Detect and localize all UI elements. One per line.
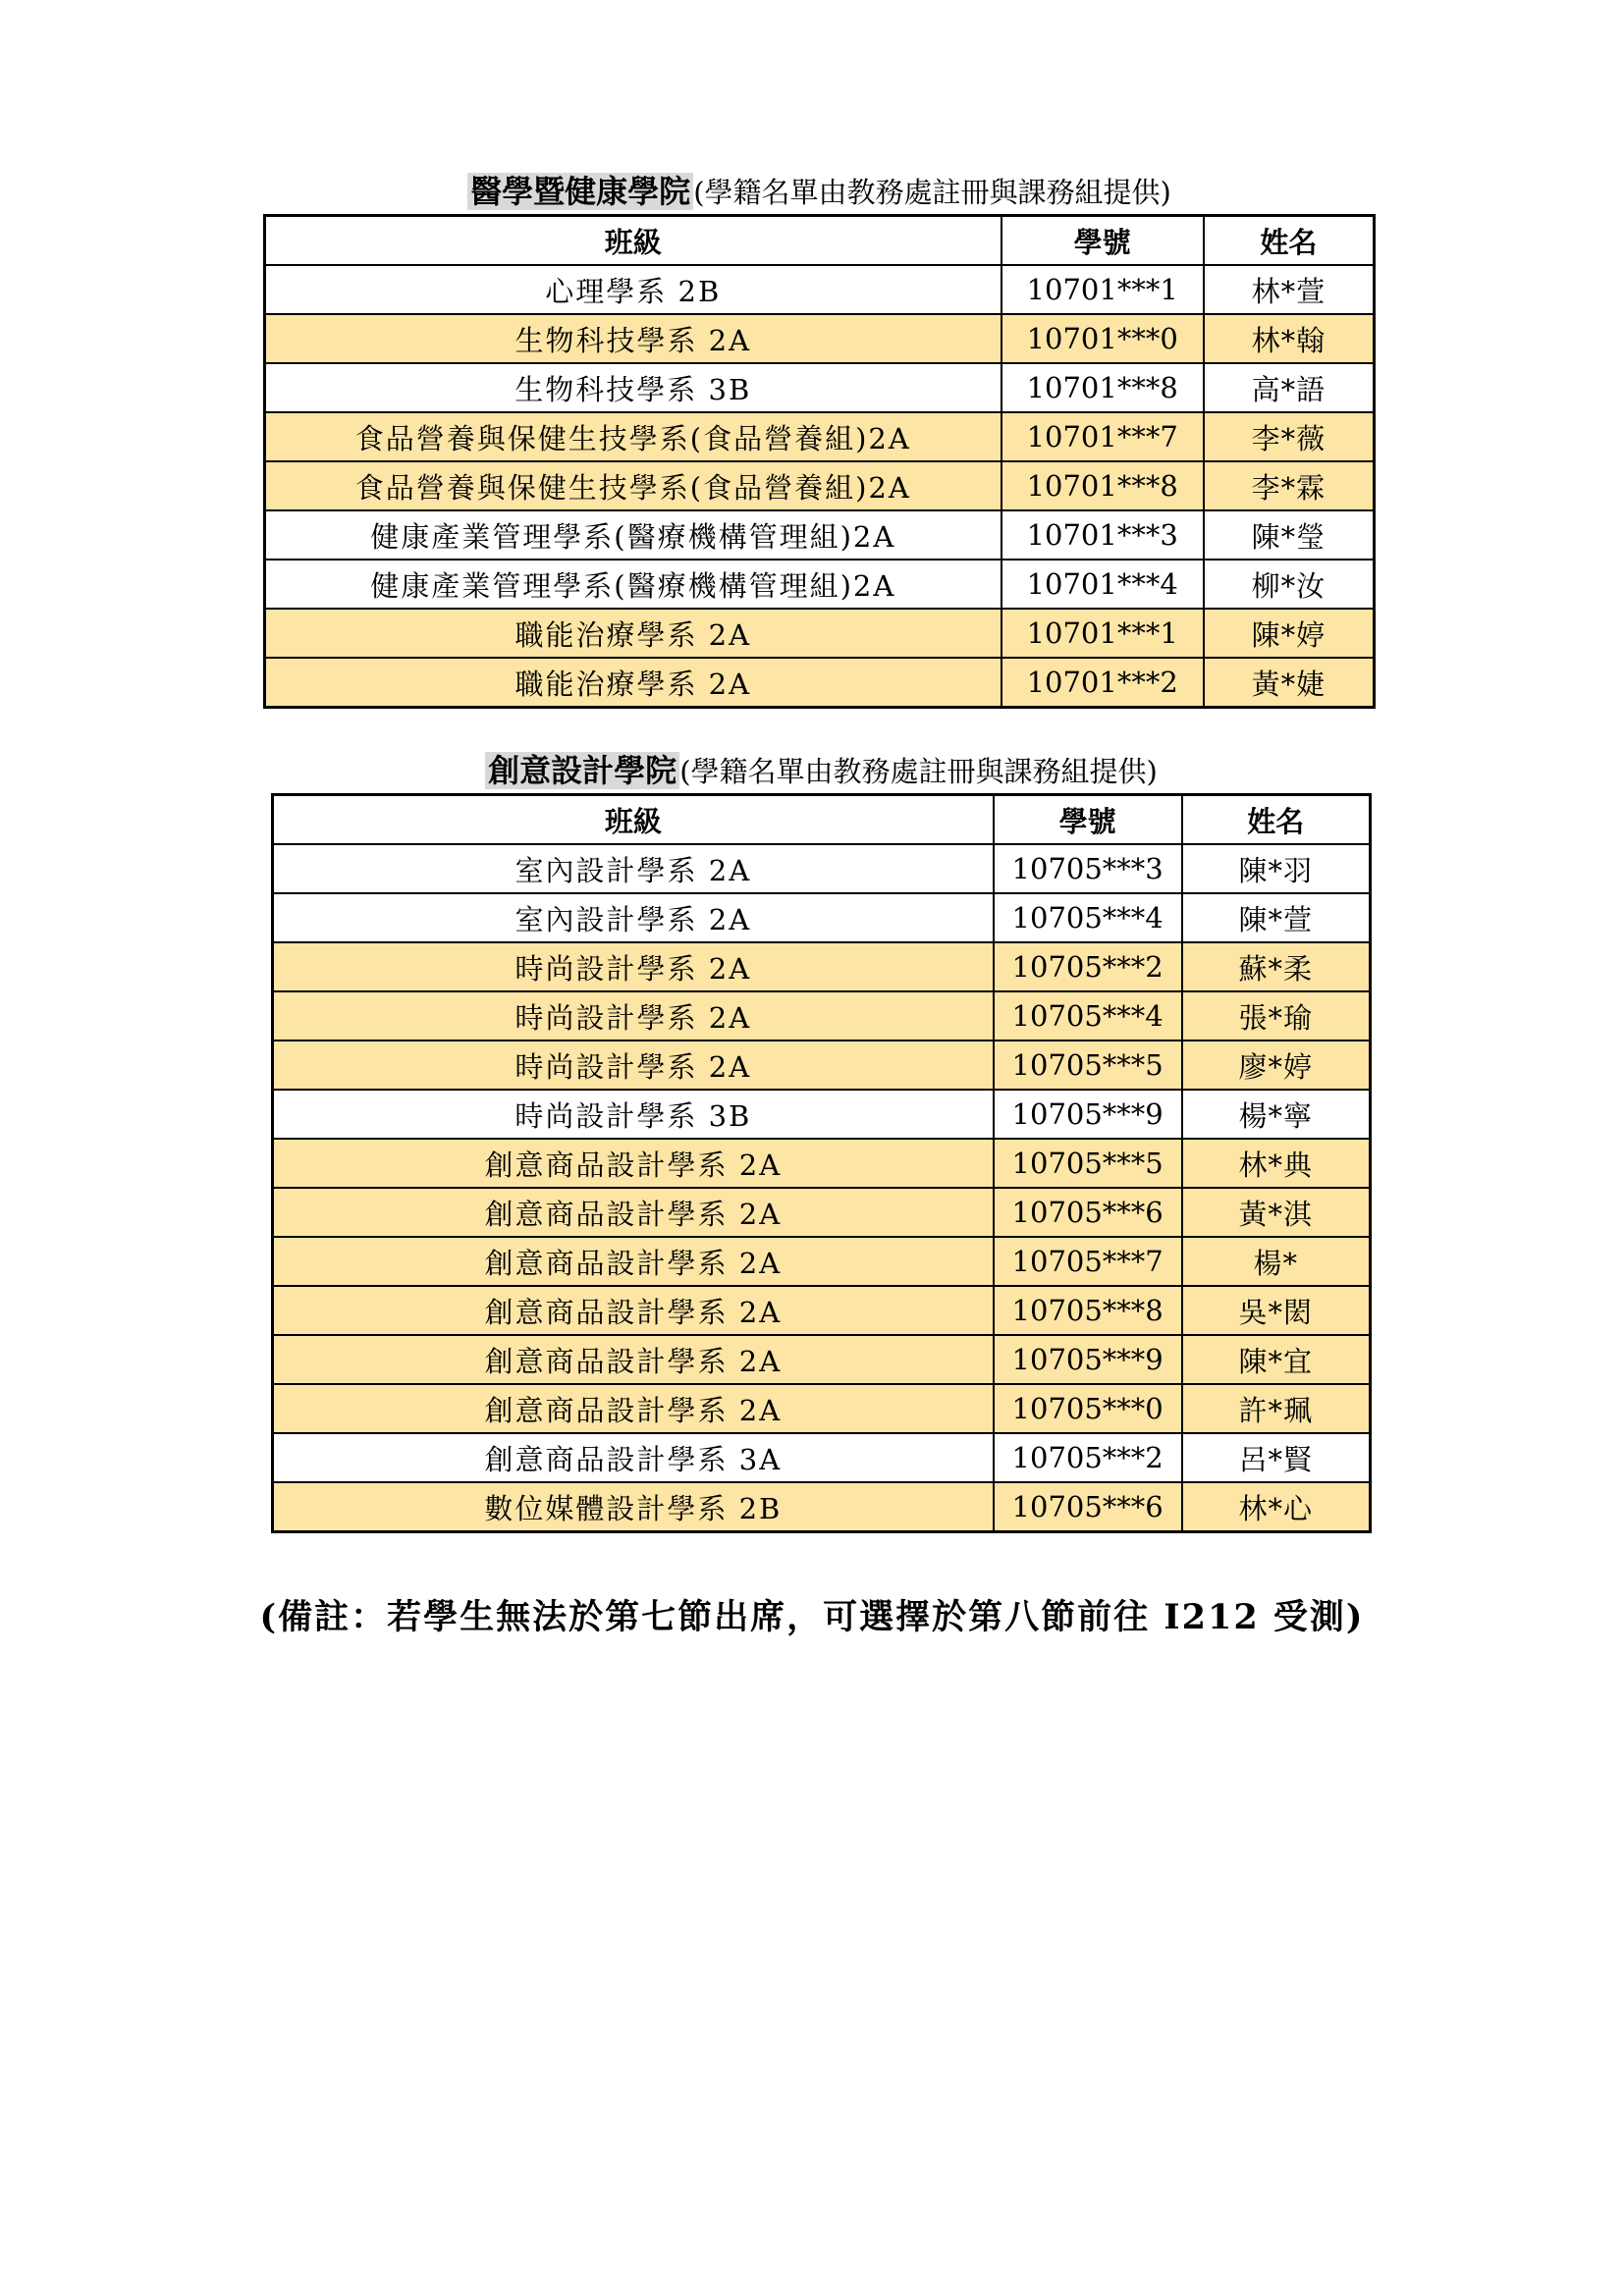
class-cell: 創意商品設計學系 2A <box>273 1237 994 1286</box>
source-note: (學籍名單由教務處註冊與課務組提供) <box>693 176 1171 209</box>
student-id-cell: 10705***4 <box>994 893 1182 942</box>
student-id-cell: 10701***7 <box>1001 412 1204 461</box>
table-row <box>265 658 1375 708</box>
source-note: (學籍名單由教務處註冊與課務組提供) <box>679 755 1158 788</box>
student-name-cell: 高*語 <box>1204 363 1375 412</box>
section-title <box>271 748 1372 793</box>
student-name-cell: 林*心 <box>1182 1482 1371 1532</box>
college-section-design <box>271 748 1372 1533</box>
class-cell: 生物科技學系 2A <box>265 314 1001 363</box>
header-class: 班級 <box>265 216 1001 266</box>
student-id-cell: 10705***8 <box>994 1286 1182 1335</box>
table-row <box>273 1090 1371 1139</box>
table-header-row <box>273 795 1371 845</box>
student-id-cell: 10701***8 <box>1001 461 1204 510</box>
student-id-cell: 10705***0 <box>994 1384 1182 1433</box>
student-name-cell: 許*珮 <box>1182 1384 1371 1433</box>
table-row <box>265 609 1375 658</box>
student-id-cell: 10705***5 <box>994 1041 1182 1090</box>
student-id-cell: 10705***7 <box>994 1237 1182 1286</box>
student-name-cell: 吳*閎 <box>1182 1286 1371 1335</box>
table-row <box>273 1335 1371 1384</box>
student-name-cell: 陳*瑩 <box>1204 510 1375 560</box>
class-cell: 創意商品設計學系 3A <box>273 1433 994 1482</box>
table-body <box>265 265 1375 708</box>
student-id-cell: 10701***4 <box>1001 560 1204 609</box>
student-name-cell: 陳*宜 <box>1182 1335 1371 1384</box>
student-id-cell: 10701***3 <box>1001 510 1204 560</box>
student-name-cell: 陳*婷 <box>1204 609 1375 658</box>
student-name-cell: 李*霖 <box>1204 461 1375 510</box>
header-class: 班級 <box>273 795 994 845</box>
class-cell: 心理學系 2B <box>265 265 1001 314</box>
student-name-cell: 蘇*柔 <box>1182 942 1371 991</box>
student-id-cell: 10705***2 <box>994 1433 1182 1482</box>
class-cell: 生物科技學系 3B <box>265 363 1001 412</box>
student-id-cell: 10705***6 <box>994 1482 1182 1532</box>
student-name-cell: 陳*羽 <box>1182 844 1371 893</box>
class-cell: 食品營養與保健生技學系(食品營養組)2A <box>265 461 1001 510</box>
student-name-cell: 張*瑜 <box>1182 991 1371 1041</box>
class-cell: 時尚設計學系 2A <box>273 991 994 1041</box>
table-row <box>273 893 1371 942</box>
table-row <box>273 844 1371 893</box>
table-row <box>273 1041 1371 1090</box>
student-name-cell: 陳*萱 <box>1182 893 1371 942</box>
student-id-cell: 10701***0 <box>1001 314 1204 363</box>
student-table <box>271 793 1372 1533</box>
student-name-cell: 林*翰 <box>1204 314 1375 363</box>
student-name-cell: 廖*婷 <box>1182 1041 1371 1090</box>
class-cell: 創意商品設計學系 2A <box>273 1384 994 1433</box>
table-row <box>273 991 1371 1041</box>
table-row <box>273 1237 1371 1286</box>
table-row <box>265 363 1375 412</box>
student-name-cell: 林*典 <box>1182 1139 1371 1188</box>
student-id-cell: 10705***6 <box>994 1188 1182 1237</box>
table-row <box>265 265 1375 314</box>
student-name-cell: 柳*汝 <box>1204 560 1375 609</box>
student-name-cell: 李*薇 <box>1204 412 1375 461</box>
student-table <box>263 214 1376 709</box>
college-name: 創意設計學院 <box>485 752 679 789</box>
class-cell: 時尚設計學系 2A <box>273 1041 994 1090</box>
table-row <box>273 942 1371 991</box>
class-cell: 創意商品設計學系 2A <box>273 1188 994 1237</box>
student-id-cell: 10705***4 <box>994 991 1182 1041</box>
header-name: 姓名 <box>1182 795 1371 845</box>
class-cell: 創意商品設計學系 2A <box>273 1139 994 1188</box>
class-cell: 時尚設計學系 3B <box>273 1090 994 1139</box>
class-cell: 室內設計學系 2A <box>273 844 994 893</box>
section-title <box>263 169 1376 214</box>
student-name-cell: 楊* <box>1182 1237 1371 1286</box>
student-id-cell: 10705***9 <box>994 1090 1182 1139</box>
footnote: (備註：若學生無法於第七節出席，可選擇於第八節前往 I212 受測) <box>259 1597 1365 1637</box>
table-row <box>265 412 1375 461</box>
student-id-cell: 10705***9 <box>994 1335 1182 1384</box>
student-name-cell: 楊*寧 <box>1182 1090 1371 1139</box>
college-name: 醫學暨健康學院 <box>467 173 693 210</box>
student-id-cell: 10701***1 <box>1001 609 1204 658</box>
class-cell: 創意商品設計學系 2A <box>273 1286 994 1335</box>
header-student-id: 學號 <box>1001 216 1204 266</box>
table-row <box>265 314 1375 363</box>
table-header-row <box>265 216 1375 266</box>
table-row <box>273 1139 1371 1188</box>
student-name-cell: 呂*賢 <box>1182 1433 1371 1482</box>
class-cell: 創意商品設計學系 2A <box>273 1335 994 1384</box>
header-student-id: 學號 <box>994 795 1182 845</box>
class-cell: 數位媒體設計學系 2B <box>273 1482 994 1532</box>
student-name-cell: 林*萱 <box>1204 265 1375 314</box>
table-row <box>273 1482 1371 1532</box>
college-section-medical <box>263 169 1376 709</box>
student-id-cell: 10705***3 <box>994 844 1182 893</box>
class-cell: 食品營養與保健生技學系(食品營養組)2A <box>265 412 1001 461</box>
table-row <box>273 1433 1371 1482</box>
class-cell: 健康產業管理學系(醫療機構管理組)2A <box>265 560 1001 609</box>
table-row <box>273 1384 1371 1433</box>
class-cell: 時尚設計學系 2A <box>273 942 994 991</box>
student-name-cell: 黃*淇 <box>1182 1188 1371 1237</box>
table-row <box>273 1188 1371 1237</box>
student-id-cell: 10701***8 <box>1001 363 1204 412</box>
class-cell: 職能治療學系 2A <box>265 609 1001 658</box>
table-row <box>265 560 1375 609</box>
class-cell: 職能治療學系 2A <box>265 658 1001 708</box>
student-name-cell: 黃*婕 <box>1204 658 1375 708</box>
student-id-cell: 10705***2 <box>994 942 1182 991</box>
table-row <box>273 1286 1371 1335</box>
class-cell: 室內設計學系 2A <box>273 893 994 942</box>
student-id-cell: 10705***5 <box>994 1139 1182 1188</box>
student-id-cell: 10701***1 <box>1001 265 1204 314</box>
header-name: 姓名 <box>1204 216 1375 266</box>
table-body <box>273 844 1371 1532</box>
class-cell: 健康產業管理學系(醫療機構管理組)2A <box>265 510 1001 560</box>
table-row <box>265 510 1375 560</box>
table-row <box>265 461 1375 510</box>
student-id-cell: 10701***2 <box>1001 658 1204 708</box>
